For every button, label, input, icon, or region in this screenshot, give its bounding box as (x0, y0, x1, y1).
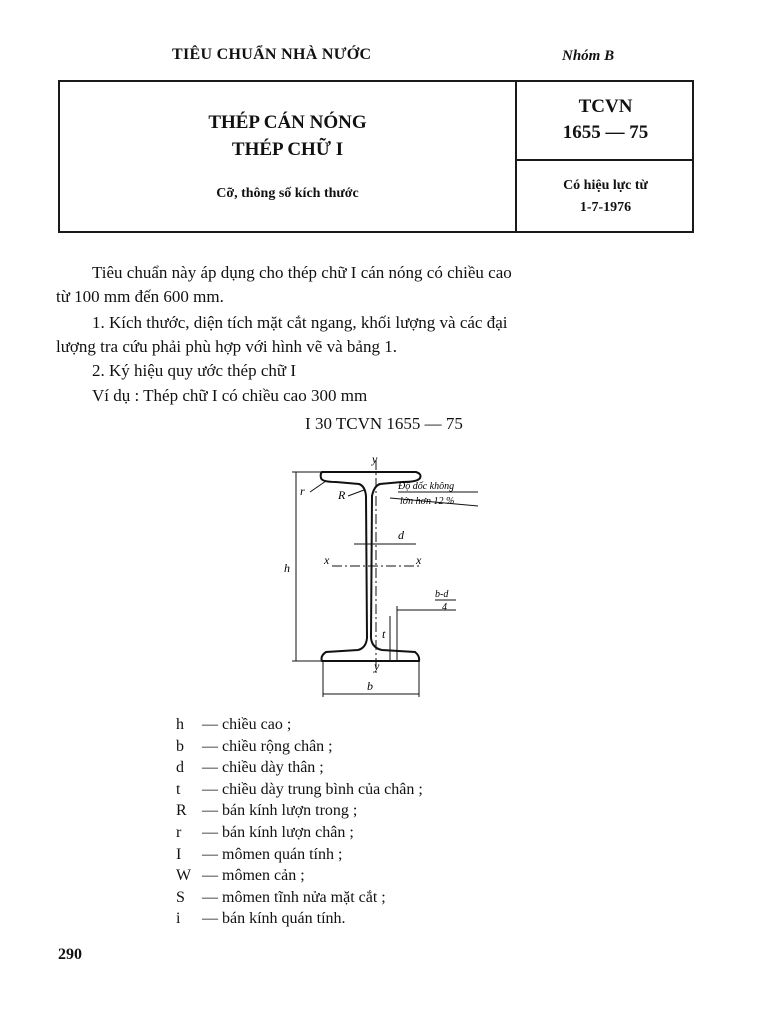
legend-symbol: i (176, 910, 181, 928)
legend-symbol: t (176, 780, 181, 798)
intro-text-line2: từ 100 mm đến 600 mm. (56, 287, 224, 306)
label-R: R (338, 488, 346, 502)
legend-symbol: I (176, 845, 182, 863)
clause-1-line1: 1. Kích thước, diện tích mặt cắt ngang, khối lượng và các đại (92, 313, 508, 332)
i-beam-diagram (270, 448, 500, 698)
title-box-divider-horizontal (517, 159, 694, 161)
document-title-line2: THÉP CHỮ I (231, 139, 344, 160)
page-number: 290 (58, 946, 82, 963)
label-h: h (284, 561, 290, 575)
label-x-left: x (324, 553, 330, 567)
legend-symbol: d (176, 759, 184, 777)
legend-symbol: W (176, 867, 192, 885)
legend-row (176, 800, 423, 822)
legend-symbol: h (176, 716, 184, 733)
legend-symbol: R (176, 802, 187, 820)
legend-symbol: b (176, 737, 184, 755)
legend-row (176, 757, 423, 779)
label-b: b (367, 679, 373, 693)
legend-row (176, 822, 423, 844)
legend-description: — chiều dày trung bình của chân ; (202, 780, 423, 798)
slope-note-line2: lớn hơn 12 % (400, 496, 455, 507)
intro-text-line1: Tiêu chuẩn này áp dụng cho thép chữ I cán nóng có chiều cao (92, 263, 512, 282)
clause-1-line2: lượng tra cứu phải phù hợp với hình vẽ và bảng 1. (56, 337, 397, 356)
label-d: d (398, 528, 404, 542)
legend-description: — chiều cao ; (202, 716, 292, 733)
slope-note-line1: Độ dốc không (398, 481, 455, 492)
document-subtitle: Cỡ, thông số kích thước (216, 186, 359, 201)
legend-description: — bán kính lượn chân ; (202, 823, 354, 841)
label-r: r (300, 484, 305, 498)
legend-row (176, 844, 423, 866)
example-text: Ví dụ : Thép chữ I có chiều cao 300 mm (92, 386, 368, 405)
standard-code-line2: 1655 — 75 (562, 122, 649, 143)
header-group: Nhóm B (562, 48, 615, 64)
r-leader (310, 481, 326, 492)
legend-symbol: S (176, 888, 185, 906)
standard-code-line1: TCVN (578, 96, 633, 117)
header-standard-type: TIÊU CHUẨN NHÀ NƯỚC (172, 46, 372, 63)
label-y-top: y (372, 452, 378, 466)
legend-row (176, 908, 423, 930)
legend-row (176, 887, 423, 909)
legend-description: — chiều dày thân ; (202, 759, 324, 777)
legend-description: — mômen cản ; (202, 867, 305, 885)
legend-description: — bán kính lượn trong ; (202, 802, 358, 820)
clause-2: 2. Ký hiệu quy ước thép chữ I (92, 361, 296, 380)
R-leader (348, 490, 364, 496)
legend-row (176, 736, 423, 758)
legend-row (176, 714, 423, 736)
legend-description: — chiều rộng chân ; (202, 737, 333, 755)
label-x-right: x (416, 553, 422, 567)
label-y-bottom: y (374, 659, 380, 673)
effective-date-label: Có hiệu lực từ (563, 178, 648, 193)
legend-symbol: r (176, 823, 182, 841)
label-bd-denominator: 4 (442, 602, 447, 613)
symbol-legend (176, 714, 423, 930)
effective-date-value: 1-7-1976 (579, 200, 632, 215)
legend-row (176, 865, 423, 887)
legend-description: — bán kính quán tính. (202, 910, 346, 928)
legend-description: — mômen quán tính ; (202, 845, 343, 863)
label-bd-numerator: b-d (435, 589, 449, 600)
label-t: t (382, 627, 386, 641)
legend-description: — mômen tĩnh nửa mặt cắt ; (202, 888, 386, 906)
legend-row (176, 779, 423, 801)
title-box (58, 80, 694, 233)
document-title-line1: THÉP CÁN NÓNG (208, 112, 367, 133)
example-designation: I 30 TCVN 1655 — 75 (305, 414, 463, 433)
